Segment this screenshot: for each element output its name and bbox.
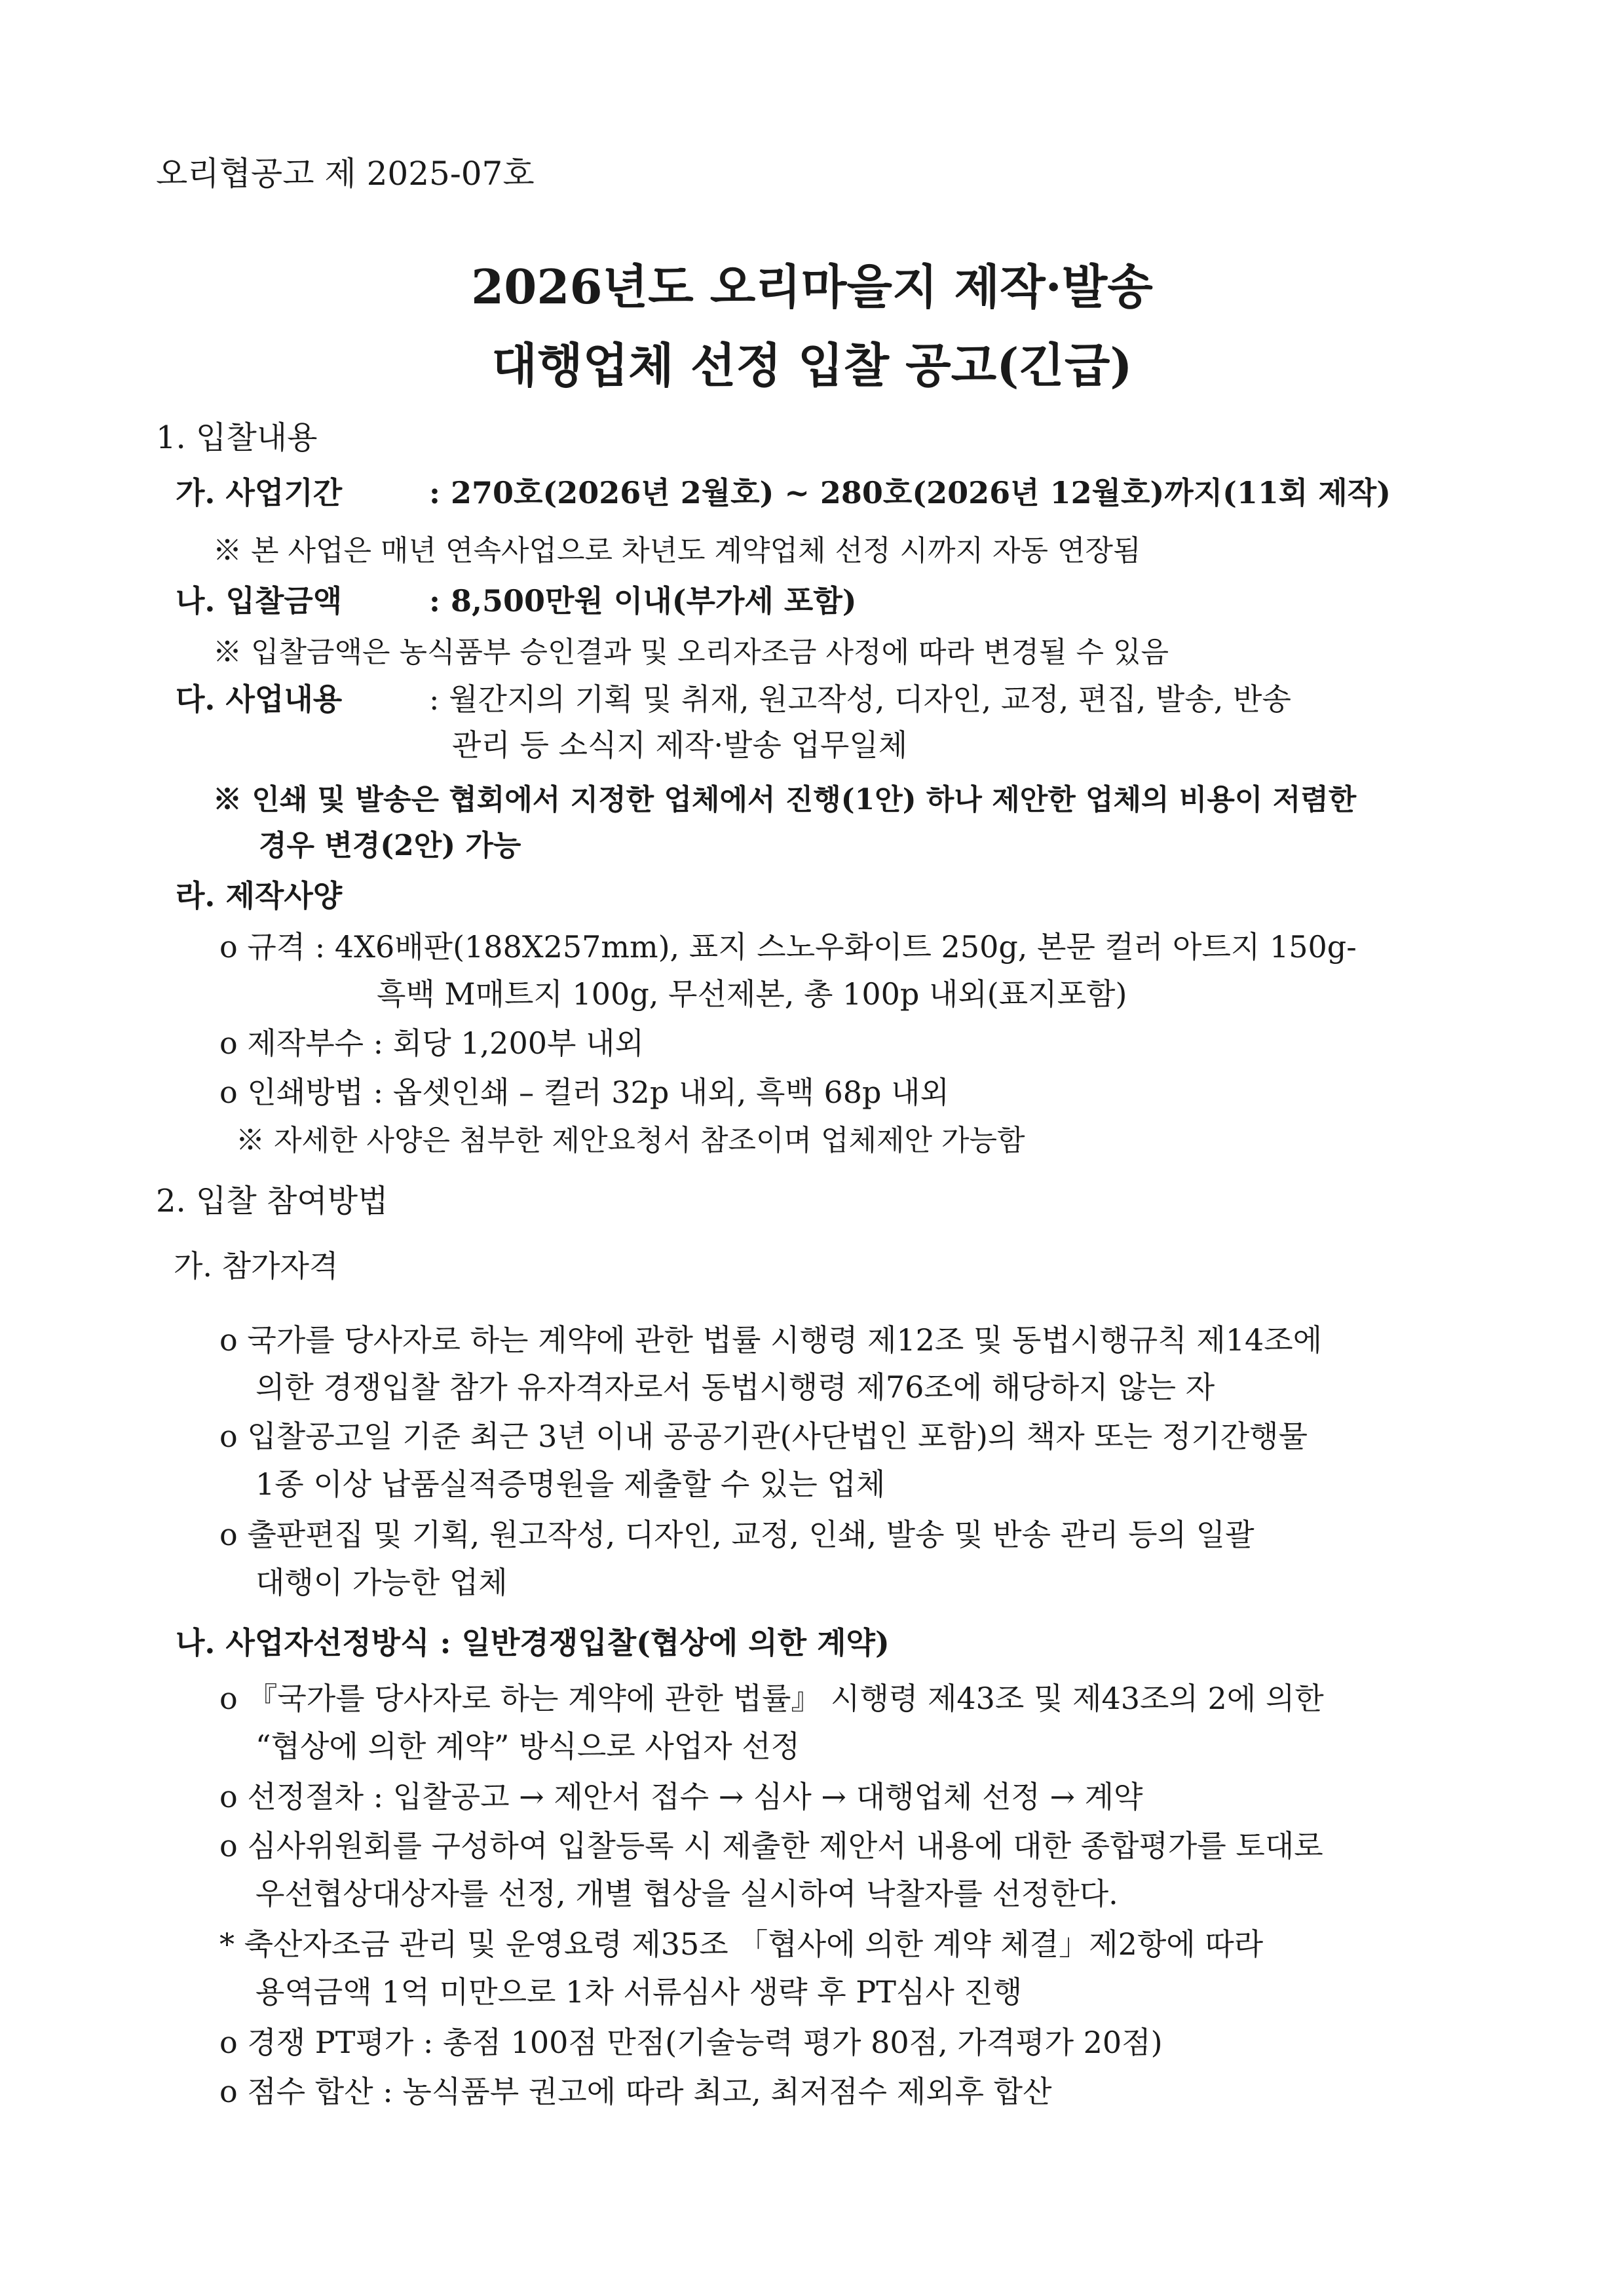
content-note-2: 경우 변경(2안) 가능: [259, 829, 521, 862]
content-value-2: 관리 등 소식지 제작·발송 업무일체: [452, 727, 908, 763]
amount-value: : 8,500만원 이내(부가세 포함): [429, 583, 857, 619]
title-line-1: 2026년도 오리마을지 제작·발송: [471, 259, 1153, 315]
spec-size-2: 흑백 M매트지 100g, 무선제본, 총 100p 내외(표지포함): [377, 976, 1127, 1012]
method-4b: 용역금액 1억 미만으로 1차 서류심사 생략 후 PT심사 진행: [255, 1974, 1023, 2010]
section-2-heading: 2. 입찰 참여방법: [156, 1183, 388, 1219]
spec-note: ※ 자세한 사양은 첨부한 제안요청서 참조이며 업체제안 가능함: [236, 1124, 1025, 1157]
method-5: o 경쟁 PT평가 : 총점 100점 만점(기술능력 평가 80점, 가격평가 20점): [219, 2025, 1163, 2060]
method-3b: 우선협상대상자를 선정, 개별 협상을 실시하여 낙찰자를 선정한다.: [255, 1876, 1118, 1911]
spec-label: 라. 제작사양: [176, 878, 343, 913]
section-1-heading: 1. 입찰내용: [156, 419, 318, 456]
content-label: 다. 사업내용: [176, 681, 343, 717]
qualification-2b: 1종 이상 납품실적증명원을 제출할 수 있는 업체: [255, 1466, 886, 1502]
content-note-1: ※ 인쇄 및 발송은 협회에서 지정한 업체에서 진행(1안) 하나 제안한 업체의 비용이 저렴한: [213, 783, 1357, 816]
period-note: ※ 본 사업은 매년 연속사업으로 차년도 계약업체 선정 시까지 자동 연장됨: [213, 534, 1141, 567]
qualification-1a: o 국가를 당사자로 하는 계약에 관한 법률 시행령 제12조 및 동법시행규칙 제14조에: [219, 1322, 1323, 1358]
notice-number: 오리협공고 제 2025-07호: [156, 155, 535, 193]
period-label: 가. 사업기간: [176, 475, 343, 510]
method-2: o 선정절차 : 입찰공고 → 제안서 접수 → 심사 → 대행업체 선정 → 계약: [219, 1779, 1143, 1814]
qualification-3b: 대행이 가능한 업체: [255, 1565, 508, 1600]
qualification-3a: o 출판편집 및 기획, 원고작성, 디자인, 교정, 인쇄, 발송 및 반송 관리 등의 일괄: [219, 1517, 1255, 1552]
selection-method-label: 나. 사업자선정방식 : 일반경쟁입찰(협상에 의한 계약): [176, 1625, 890, 1660]
qualification-1b: 의한 경쟁입찰 참가 유자격자로서 동법시행령 제76조에 해당하지 않는 자: [255, 1369, 1215, 1405]
method-6: o 점수 합산 : 농식품부 권고에 따라 최고, 최저점수 제외후 합산: [219, 2074, 1052, 2109]
period-value: : 270호(2026년 2월호) ~ 280호(2026년 12월호)까지(11회 제작): [429, 475, 1391, 510]
spec-size-1: o 규격 : 4X6배판(188X257mm), 표지 스노우화이트 250g, 본문 컬러 아트지 150g-: [219, 929, 1357, 965]
title-line-2: 대행업체 선정 입찰 공고(긴급): [491, 337, 1133, 393]
amount-note: ※ 입찰금액은 농식품부 승인결과 및 오리자조금 사정에 따라 변경될 수 있음: [213, 636, 1169, 669]
qualification-label: 가. 참가자격: [174, 1248, 339, 1284]
amount-label: 나. 입찰금액: [176, 583, 343, 619]
spec-print-method: o 인쇄방법 : 옵셋인쇄 – 컬러 32p 내외, 흑백 68p 내외: [219, 1075, 949, 1110]
method-3a: o 심사위원회를 구성하여 입찰등록 시 제출한 제안서 내용에 대한 종합평가를 토대로: [219, 1828, 1323, 1864]
method-4a: * 축산자조금 관리 및 운영요령 제35조 「협사에 의한 계약 체결」제2항에 따라: [219, 1926, 1264, 1962]
method-1a: o 『국가를 당사자로 하는 계약에 관한 법률』 시행령 제43조 및 제43조의 2에 의한: [219, 1681, 1324, 1716]
qualification-2a: o 입찰공고일 기준 최근 3년 이내 공공기관(사단법인 포함)의 책자 또는 정기간행물: [219, 1419, 1308, 1454]
spec-copies: o 제작부수 : 회당 1,200부 내외: [219, 1025, 644, 1061]
content-value-1: : 월간지의 기획 및 취재, 원고작성, 디자인, 교정, 편집, 발송, 반송: [429, 681, 1291, 717]
method-1b: “협상에 의한 계약” 방식으로 사업자 선정: [255, 1729, 801, 1764]
